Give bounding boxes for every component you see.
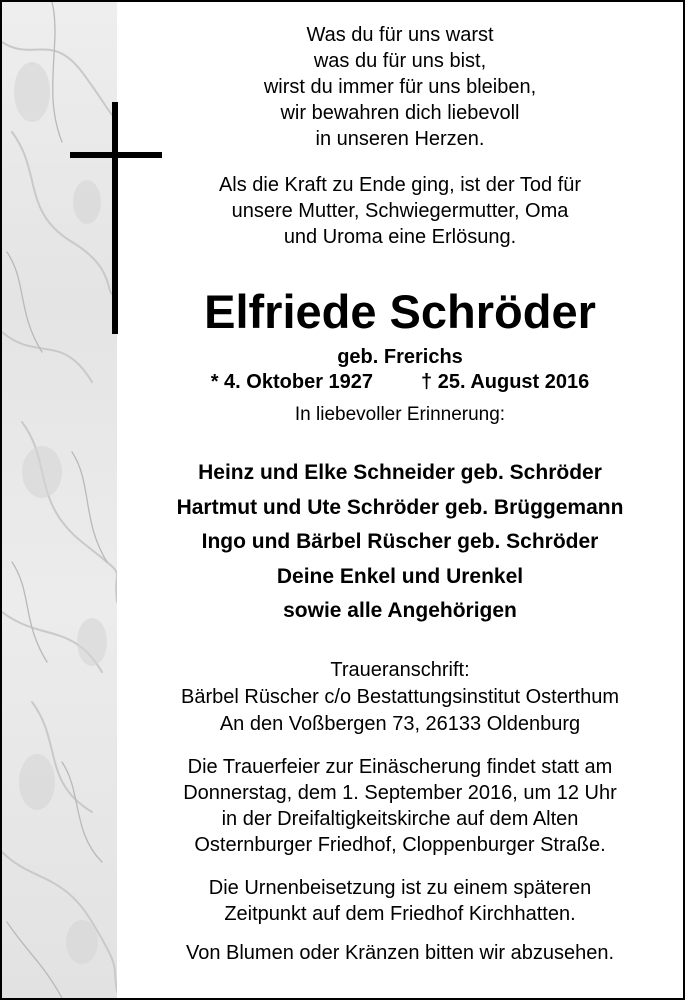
mourner-line: Ingo und Bärbel Rüscher geb. Schröder — [201, 530, 599, 553]
mourner-line: Heinz und Elke Schneider geb. Schröder — [198, 461, 602, 484]
poem-line: was du für uns bist, — [313, 50, 487, 72]
mourner-line: Hartmut und Ute Schröder geb. Brüggemann — [176, 495, 624, 519]
mourning-address — [117, 657, 683, 738]
address-line: An den Voßbergen 73, 26133 Oldenburg — [219, 713, 581, 735]
poem — [117, 22, 683, 152]
birth-date: * 4. Oktober 1927 — [210, 371, 374, 393]
intro-line: unsere Mutter, Schwiegermutter, Oma — [231, 200, 569, 222]
intro-text — [117, 172, 683, 250]
flowers-note: Von Blumen oder Kränzen bitten wir abzusehen. — [185, 942, 615, 964]
intro-line: Als die Kraft zu Ende ging, ist der Tod für — [218, 174, 582, 196]
funeral-line: Die Trauerfeier zur Einäscherung findet statt am — [187, 756, 613, 778]
urn-burial-info — [117, 875, 683, 927]
deceased-name: Elfriede Schröder — [204, 285, 596, 338]
intro-line: und Uroma eine Erlösung. — [283, 226, 517, 248]
poem-line: wirst du immer für uns bleiben, — [263, 76, 537, 98]
funeral-info — [117, 754, 683, 858]
poem-line: wir bewahren dich liebevoll — [280, 102, 520, 124]
poem-line: in unseren Herzen. — [315, 128, 485, 150]
mourner-line: Deine Enkel und Urenkel — [276, 564, 524, 588]
urn-line: Die Urnenbeisetzung ist zu einem späteren — [208, 877, 592, 899]
memory-label: In liebevoller Erinnerung: — [294, 404, 506, 425]
funeral-line: Osternburger Friedhof, Cloppenburger Straße. — [194, 834, 606, 856]
poem-line: Was du für uns warst — [306, 24, 494, 46]
mourner-line: sowie alle Angehörigen — [283, 599, 517, 622]
death-date: † 25. August 2016 — [421, 371, 590, 393]
mourners-list — [117, 456, 683, 629]
funeral-line: in der Dreifaltigkeitskirche auf dem Alten — [221, 808, 579, 830]
funeral-line: Donnerstag, dem 1. September 2016, um 12 Uhr — [183, 782, 617, 804]
life-dates — [117, 369, 683, 395]
maiden-name: geb. Frerichs — [337, 346, 463, 368]
notice-content — [117, 2, 683, 998]
address-label: Traueranschrift: — [330, 659, 470, 681]
address-line: Bärbel Rüscher c/o Bestattungsinstitut Osterthum — [181, 686, 619, 708]
urn-line: Zeitpunkt auf dem Friedhof Kirchhatten. — [224, 903, 576, 925]
